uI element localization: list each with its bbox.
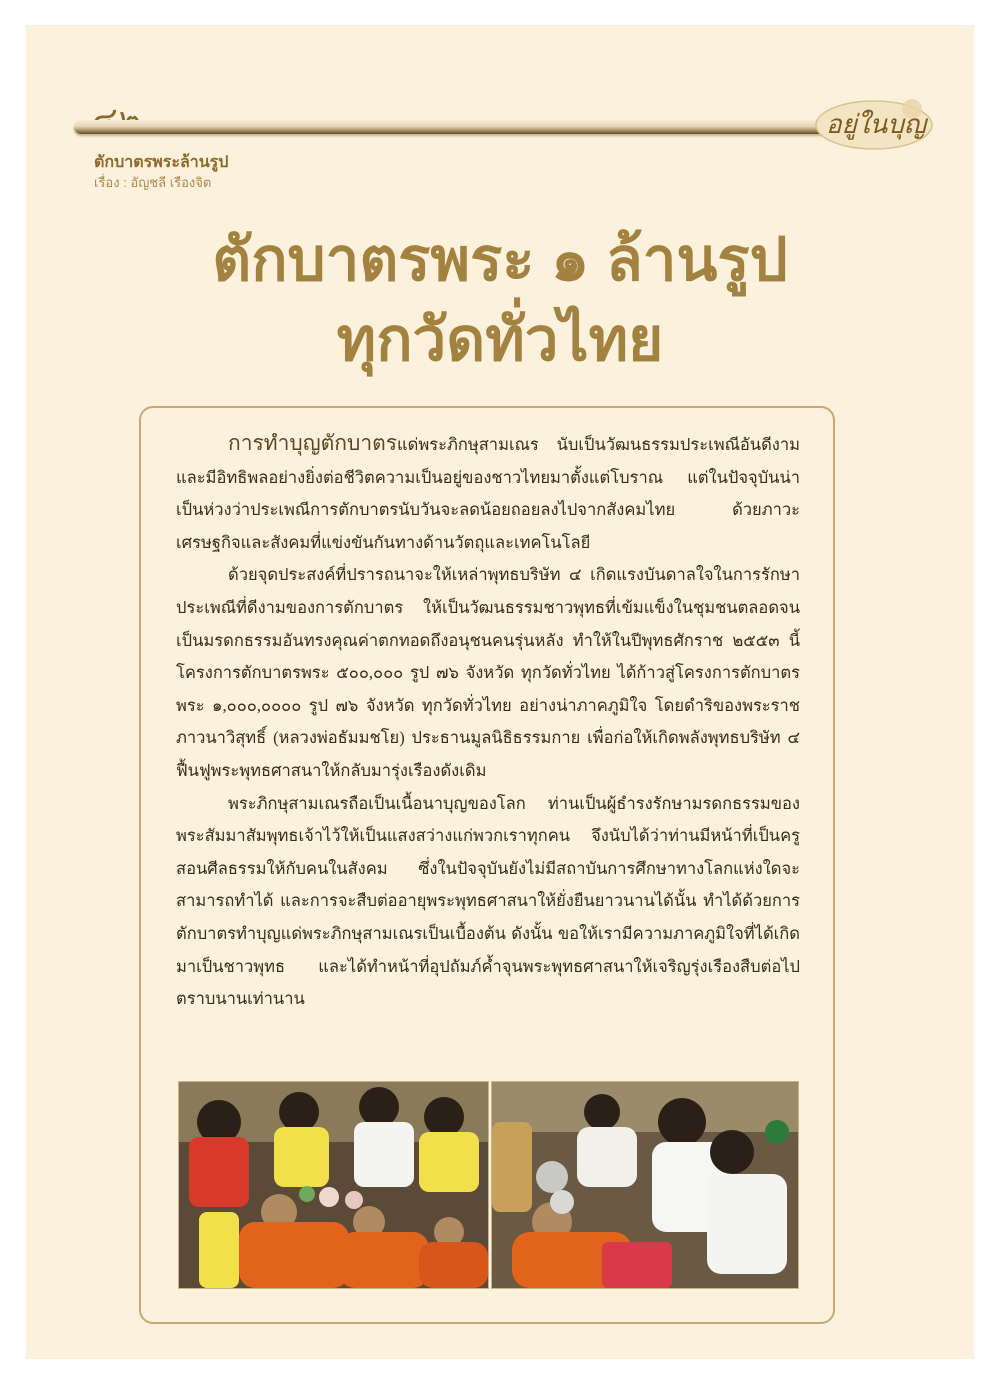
headline-line-2: ทุกวัดทั่วไทย	[336, 306, 664, 373]
article-body	[176, 427, 800, 1016]
paragraph-3: พระภิกษุสามเณรถือเป็นเนื้อนาบุญของโลก ท่านเป็นผู้ธำรงรักษามรดกธรรมของพระสัมมาสัมพุทธเจ้าไว้ให้เป็นแสงสว่างแก่พวกเราทุกคน จึงนับได้ว่าท่านมีหน้าที่เป็นครูสอนศีลธรรมให้กับคนในสังคม ซึ่งในปัจจุบันยังไม่มีสถาบันการศึกษาทางโลกแห่งใดจะสามารถทำได้ และการจะสืบต่ออายุพระพุทธศาสนาให้ยั่งยืนยาวนานได้นั้น ทำได้ด้วยการตักบาตรทำบุญแด่พระภิกษุสามเณรเป็นเบื้องต้น ดังนั้น ขอให้เรามีความภาคภูมิใจที่ได้เกิดมาเป็นชาวพุทธ และได้ทำหน้าที่อุปถัมภ์ค้ำจุนพระพุทธศาสนาให้เจริญรุ่งเรืองสืบต่อไปตราบนานเท่านาน	[176, 793, 800, 1009]
page-number	[92, 92, 142, 146]
author-byline: เรื่อง : อัญชลี เรืองจิต	[94, 175, 212, 190]
brand-logo-text: อยู่ในบุญ	[826, 110, 926, 140]
paragraph-2: ด้วยจุดประสงค์ที่ปรารถนาจะให้เหล่าพุทธบริษัท ๔ เกิดแรงบันดาลใจในการรักษาประเพณีที่ดีงามของการตักบาตร ให้เป็นวัฒนธรรมชาวพุทธที่เข้มแข็งในชุมชนตลอดจนเป็นมรดกธรรมอันทรงคุณค่าตกทอดถึงอนุชนคนรุ่นหลัง ทำให้ในปีพุทธศักราช ๒๕๕๓ นี้ โครงการตักบาตรพระ ๕๐๐,๐๐๐ รูป ๗๖ จังหวัด ทุกวัดทั่วไทย ได้ก้าวสู่โครงการตักบาตรพระ ๑,๐๐๐,๐๐๐๐ รูป ๗๖ จังหวัด ทุกวัดทั่วไทย อย่างน่าภาคภูมิใจ โดยดำริของพระราชภาวนาวิสุทธิ์ (หลวงพ่อธัมมชโย) ประธานมูลนิธิธรรมกาย เพื่อก่อให้เกิดพลังพุทธบริษัท ๔ ฟื้นฟูพระพุทธศาสนาให้กลับมารุ่งเรืองดังเดิม	[176, 565, 800, 780]
paragraph-1-text: แด่พระภิกษุสามเณร นับเป็นวัฒนธรรมประเพณีอันดีงามและมีอิทธิพลอย่างยิ่งต่อชีวิตความเป็นอยู่ของชาวไทยมาตั้งแต่โบราณ แต่ในปัจจุบันน่าเป็นห่วงว่าประเพณีการตักบาตรนับวันจะลดน้อยถอยลงไปจากสังคมไทย ด้วยภาวะเศรษฐกิจและสังคมที่แข่งขันกันทางด้านวัตถุและเทคโนโลยี	[176, 435, 800, 552]
paragraph-1	[176, 427, 800, 559]
photo-alms-offering-left	[178, 1081, 489, 1289]
headline-line-1: ตักบาตรพระ ๑ ล้านรูป	[212, 226, 788, 293]
lead-phrase: การทำบุญตักบาตร	[228, 431, 398, 455]
photo-alms-offering-right	[491, 1081, 799, 1289]
header-bar	[74, 120, 889, 134]
section-title: ตักบาตรพระล้านรูป	[94, 154, 229, 171]
